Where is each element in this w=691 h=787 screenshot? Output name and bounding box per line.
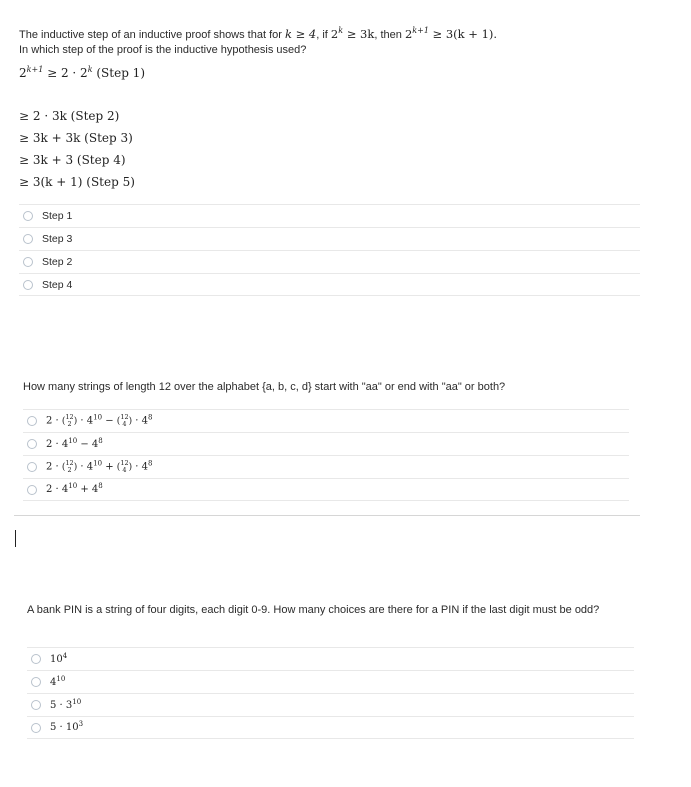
radio-button[interactable]	[31, 723, 41, 733]
question-1	[19, 27, 639, 84]
question-2-text: How many strings of length 12 over the alphabet {a, b, c, d} start with "aa" or end with "aa" or both?	[23, 381, 506, 393]
option-math: $4^{10}$	[50, 674, 66, 688]
q1-hypothesis: $2^k \ge 3k$	[330, 26, 375, 41]
q2-option-4[interactable]	[23, 478, 629, 501]
option-label: Step 1	[42, 210, 73, 222]
q3-option-2[interactable]	[27, 670, 634, 693]
q3-option-4[interactable]	[27, 716, 634, 739]
q1-step-5: ≥ 3(k + 1) (Step 5)	[19, 175, 135, 189]
option-math: 2 · ( 12 2 ) · $4^{10}$ − ( 12 4 ) · $4^8$	[46, 413, 153, 428]
q1-options	[19, 204, 640, 296]
text-cursor	[15, 530, 16, 547]
option-label: Step 2	[42, 256, 73, 268]
q1-step-3: ≥ 3k + 3k (Step 3)	[19, 131, 133, 145]
option-math: $5 \cdot 3^{10}$	[50, 697, 82, 711]
q1-option-step-1[interactable]	[19, 204, 640, 227]
q1-text-if: , if	[316, 29, 328, 41]
radio-button[interactable]	[31, 677, 41, 687]
radio-button[interactable]	[23, 234, 33, 244]
option-math: $2 \cdot 4^{10} + 4^8$	[46, 482, 103, 495]
q1-step-1: $2^{k+1} \ge 2 \cdot 2^k$ (Step 1)	[19, 65, 145, 80]
radio-button[interactable]	[27, 485, 37, 495]
radio-button[interactable]	[27, 462, 37, 472]
section-divider	[14, 515, 640, 516]
q1-conclusion: $2^{k+1} \ge 3(k + 1)$.	[404, 26, 498, 41]
radio-button[interactable]	[27, 439, 37, 449]
q2-option-3[interactable]	[23, 455, 629, 478]
q1-text-then: , then	[374, 29, 402, 41]
q1-step-2: ≥ 2 · 3k (Step 2)	[19, 109, 120, 123]
option-label: Step 4	[42, 278, 73, 291]
q2-option-2[interactable]	[23, 432, 629, 455]
option-math: $10^4$	[50, 651, 68, 665]
radio-button[interactable]	[23, 211, 33, 221]
q1-step-4: ≥ 3k + 3 (Step 4)	[19, 153, 126, 167]
question-1-line-2: In which step of the proof is the inductive hypothesis used?	[19, 44, 307, 56]
radio-button[interactable]	[23, 280, 33, 290]
q1-option-step-4[interactable]	[19, 273, 640, 296]
option-label: Step 3	[42, 233, 73, 245]
option-math: 2 · ( 12 2 ) · $4^{10}$ + ( 12 4 ) · $4^8$	[46, 459, 153, 474]
option-math: $2 \cdot 4^{10} - 4^8$	[46, 436, 103, 450]
question-3-text: A bank PIN is a string of four digits, each digit 0-9. How many choices are there for a PIN if the last digit must be odd?	[27, 604, 600, 616]
q3-option-3[interactable]	[27, 693, 634, 716]
option-math: $5 \cdot 10^3$	[50, 720, 84, 733]
q2-option-1[interactable]	[23, 409, 629, 432]
question-1-text	[19, 27, 639, 43]
q3-option-1[interactable]	[27, 647, 634, 670]
radio-button[interactable]	[31, 654, 41, 664]
q1-text-prefix: The inductive step of an inductive proof shows that for	[19, 29, 282, 41]
radio-button[interactable]	[27, 416, 37, 426]
radio-button[interactable]	[31, 700, 41, 710]
q1-option-step-3[interactable]	[19, 227, 640, 250]
q1-condition: k ≥ 4	[285, 27, 317, 41]
q2-options	[23, 409, 629, 501]
q1-steps-list	[19, 105, 135, 193]
q1-option-step-2[interactable]	[19, 250, 640, 273]
radio-button[interactable]	[23, 257, 33, 267]
q3-options	[27, 647, 634, 739]
